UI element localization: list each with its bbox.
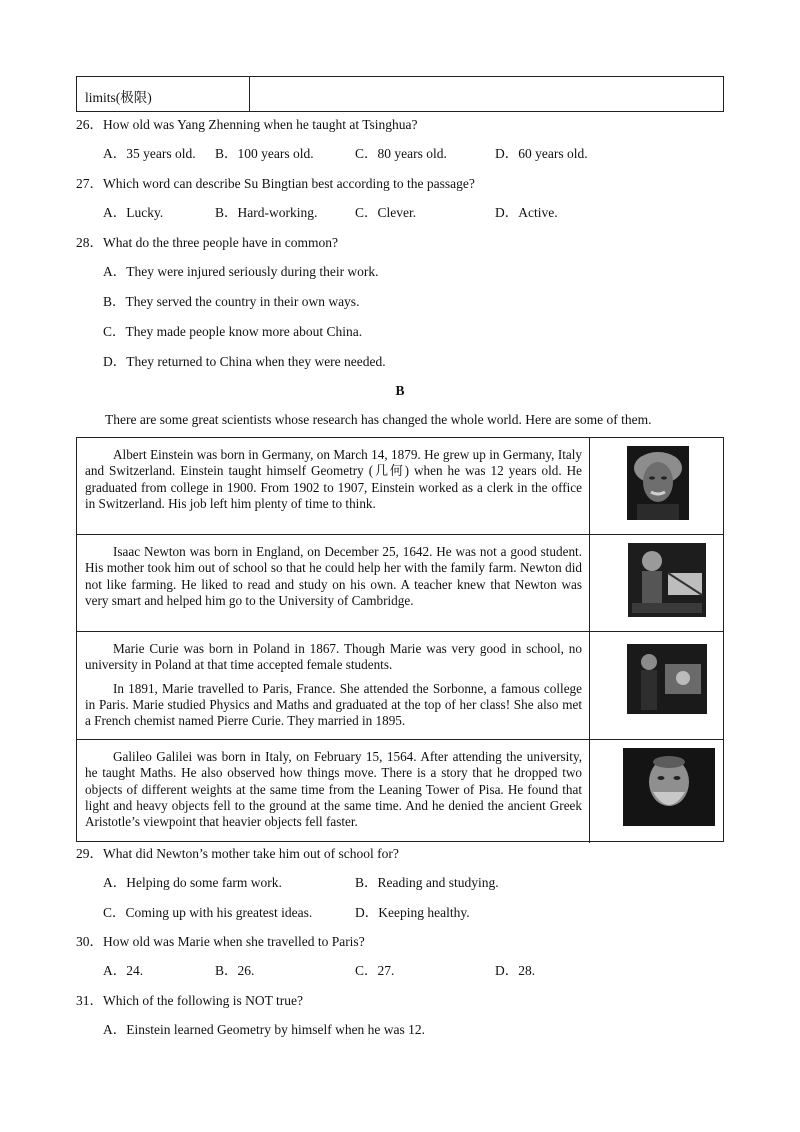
- option-29d: D．Keeping healthy.: [355, 905, 470, 920]
- option-30a: A．24.: [103, 963, 144, 978]
- paragraph: Galileo Galilei was born in Italy, on February 15, 1564. After attending the university, he taught Maths. He also observed how things move. There is a story that he dropped two objects of different weights at the same time from the Leaning Tower of Pisa. He found that light and heavy objects fell to the ground at the same time. And he denied the ancient Greek Aristotle’s viewpoint that heavier objects fell faster.: [85, 749, 582, 830]
- paragraph: In 1891, Marie travelled to Paris, France. She attended the Sorbonne, a famous college in Paris. Marie studied Physics and Maths and graduated at the top of her class! She also met a French chemist named Pierre Curie. They married in 1895.: [85, 680, 582, 729]
- scientist-text: [77, 632, 590, 739]
- curie-portrait: [627, 644, 707, 714]
- option-28b: B．They served the country in their own ways.: [103, 294, 360, 309]
- question-text: What did Newton’s mother take him out of school for?: [103, 846, 399, 861]
- scientist-row-galilei: [77, 740, 723, 843]
- option-29b: B．Reading and studying.: [355, 875, 499, 890]
- scientist-row-newton: [77, 535, 723, 632]
- question-text: How old was Marie when she travelled to Paris?: [103, 934, 365, 949]
- question-29: [76, 846, 399, 862]
- option-26d: D．60 years old.: [495, 146, 588, 161]
- option-28a: A．They were injured seriously during their work.: [103, 264, 379, 279]
- option-27d: D．Active.: [495, 205, 558, 220]
- option-29c: C．Coming up with his greatest ideas.: [103, 905, 313, 920]
- question-27: [76, 176, 475, 192]
- question-28: [76, 235, 338, 251]
- scientist-row-curie: [77, 632, 723, 740]
- scientists-table: [76, 437, 724, 842]
- scientist-text: [77, 438, 590, 534]
- einstein-portrait: [627, 446, 689, 520]
- option-30b: B．26.: [215, 963, 255, 978]
- question-number: 26．: [76, 117, 103, 132]
- question-number: 27．: [76, 176, 103, 191]
- paragraph: Isaac Newton was born in England, on December 25, 1642. He was not a good student. His mother took him out of school so that he could help her with the family farm. Newton did not like farming. He liked to read and study on his own. A teacher knew that Newton was very smart and helped him go to the University of Cambridge.: [85, 544, 582, 608]
- option-29a: A．Helping do some farm work.: [103, 875, 282, 890]
- paragraph: Albert Einstein was born in Germany, on March 14, 1879. He grew up in Germany, Italy and Switzerland. Einstein taught himself Geometry (几何) when he was 12 years old. He graduated from college in 1900. From 1902 to 1907, Einstein worked as a clerk in the office in Switzerland. His job left him plenty of time to think.: [85, 447, 582, 511]
- galilei-portrait: [623, 748, 715, 826]
- option-30d: D．28.: [495, 963, 536, 978]
- vocab-table: [76, 76, 724, 112]
- question-number: 28．: [76, 235, 103, 250]
- scientist-row-einstein: [77, 438, 723, 535]
- option-31a: A．Einstein learned Geometry by himself when he was 12.: [103, 1022, 426, 1037]
- option-26a: A．35 years old.: [103, 146, 196, 161]
- option-28d: D．They returned to China when they were needed.: [103, 354, 386, 369]
- question-26: [76, 117, 418, 133]
- option-26c: C．80 years old.: [355, 146, 447, 161]
- newton-portrait: [628, 543, 706, 617]
- vocab-cell-term: limits(极限): [77, 77, 250, 111]
- option-27a: A．Lucky.: [103, 205, 164, 220]
- question-31: [76, 993, 303, 1009]
- question-text: Which of the following is NOT true?: [103, 993, 303, 1008]
- question-text: Which word can describe Su Bingtian best according to the passage?: [103, 176, 475, 191]
- section-intro: There are some great scientists whose research has changed the whole world. Here are some of them.: [105, 412, 652, 427]
- question-text: What do the three people have in common?: [103, 235, 339, 250]
- scientist-text: [77, 740, 590, 843]
- scientist-text: [77, 535, 590, 631]
- option-30c: C．27.: [355, 963, 395, 978]
- question-number: 29．: [76, 846, 103, 861]
- paragraph: Marie Curie was born in Poland in 1867. Though Marie was very good in school, no university in Poland at that time accepted female students.: [85, 641, 582, 673]
- section-title: B: [395, 383, 405, 398]
- question-text: How old was Yang Zhenning when he taught at Tsinghua?: [103, 117, 418, 132]
- option-27b: B．Hard-working.: [215, 205, 318, 220]
- option-28c: C．They made people know more about China.: [103, 324, 363, 339]
- option-26b: B．100 years old.: [215, 146, 314, 161]
- question-number: 30．: [76, 934, 103, 949]
- question-30: [76, 934, 365, 950]
- option-27c: C．Clever.: [355, 205, 417, 220]
- question-number: 31．: [76, 993, 103, 1008]
